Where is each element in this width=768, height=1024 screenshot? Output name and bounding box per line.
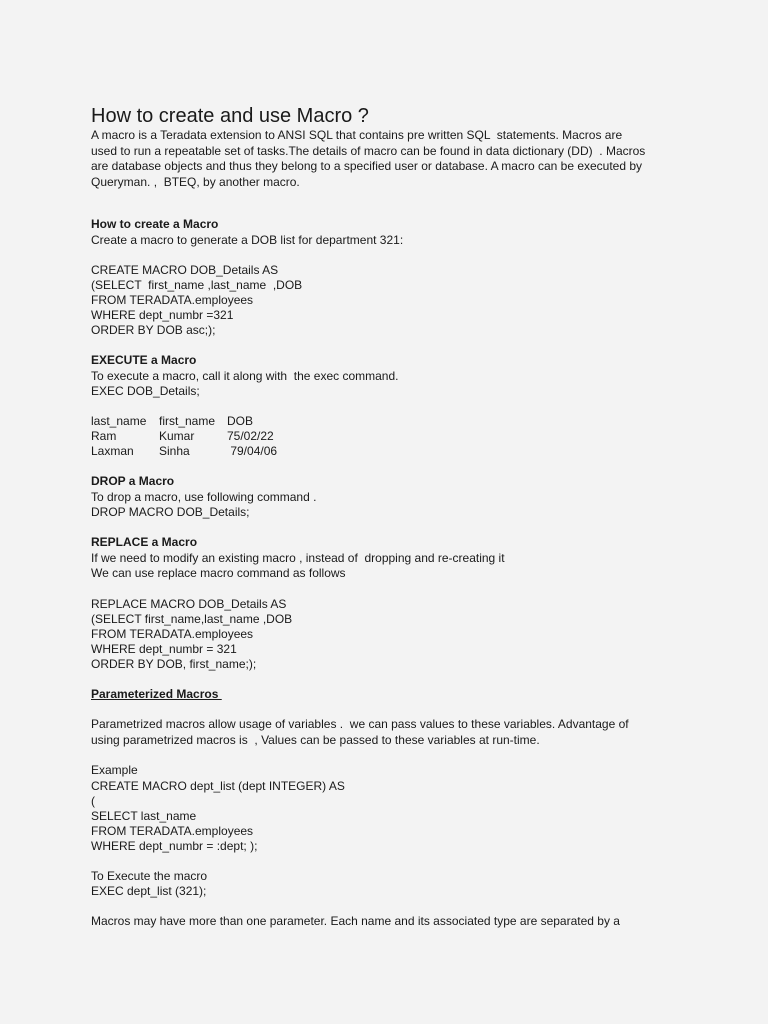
code-line: REPLACE MACRO DOB_Details AS <box>91 596 287 611</box>
intro-line: used to run a repeatable set of tasks.The details of macro can be found in data dictionary (DD) . Macros <box>91 143 646 158</box>
table-header-row <box>91 414 671 429</box>
table-cell: 75/02/22 <box>227 429 274 443</box>
section-heading: DROP a Macro <box>91 474 175 488</box>
example-label: Example <box>91 763 138 777</box>
code-line: ( <box>91 793 95 808</box>
column-header: first_name <box>159 414 216 428</box>
spacer <box>91 702 671 717</box>
section-description: using parametrized macros is , Values can be passed to these variables at run-time. <box>91 732 540 747</box>
code-block <box>91 779 671 854</box>
page-title: How to create and use Macro ? <box>91 105 369 127</box>
column-header: last_name <box>91 414 147 428</box>
intro-line: are database objects and thus they belong to a specified user or database. A macro can be executed by <box>91 159 643 173</box>
code-line: EXEC dept_list (321); <box>91 884 207 898</box>
spacer <box>91 459 671 474</box>
code-line: ORDER BY DOB, first_name;); <box>91 656 257 671</box>
code-line: SELECT last_name <box>91 808 197 823</box>
table-cell: Ram <box>91 429 117 443</box>
table-cell: Sinha <box>159 444 190 458</box>
table-cell: 79/04/06 <box>227 444 278 458</box>
spacer <box>91 899 671 914</box>
code-line: (SELECT first_name,last_name ,DOB <box>91 611 293 626</box>
section-description: To drop a macro, use following command . <box>91 489 317 504</box>
table-row <box>91 444 671 459</box>
section-heading: How to create a Macro <box>91 217 219 231</box>
spacer <box>91 338 671 353</box>
intro-line: Queryman. , BTEQ, by another macro. <box>91 174 300 189</box>
spacer <box>91 854 671 869</box>
code-block <box>91 597 671 672</box>
section-description: If we need to modify an existing macro , instead of dropping and re-creating it <box>91 550 505 565</box>
code-line: EXEC DOB_Details; <box>91 384 200 398</box>
closing-paragraph: Macros may have more than one parameter. Each name and its associated type are separated by a <box>91 914 620 928</box>
code-block <box>91 263 671 338</box>
spacer <box>91 399 671 414</box>
code-line: FROM TERADATA.employees <box>91 823 254 838</box>
section-heading: Parameterized Macros <box>91 686 222 701</box>
drop-macro-section <box>91 474 671 520</box>
execute-macro-section <box>91 353 671 459</box>
create-macro-section <box>91 217 671 338</box>
result-table <box>91 414 671 459</box>
intro-paragraph <box>91 128 671 190</box>
replace-macro-section <box>91 535 671 672</box>
table-cell: Laxman <box>91 444 134 458</box>
document-content <box>91 104 671 930</box>
spacer <box>91 248 671 263</box>
code-line: FROM TERADATA.employees <box>91 626 254 641</box>
code-line: DROP MACRO DOB_Details; <box>91 505 250 519</box>
code-line: FROM TERADATA.employees <box>91 293 254 307</box>
code-line: ORDER BY DOB asc;); <box>91 323 216 337</box>
code-line: WHERE dept_numbr = 321 <box>91 641 237 656</box>
spacer <box>91 190 671 217</box>
code-line: (SELECT first_name ,last_name ,DOB <box>91 278 303 292</box>
code-line: WHERE dept_numbr = :dept; ); <box>91 838 258 853</box>
spacer <box>91 520 671 535</box>
code-line: WHERE dept_numbr =321 <box>91 308 234 322</box>
section-heading: EXECUTE a Macro <box>91 353 197 367</box>
code-line: CREATE MACRO DOB_Details AS <box>91 263 279 277</box>
spacer <box>91 672 671 687</box>
execute-label: To Execute the macro <box>91 868 208 883</box>
section-description: We can use replace macro command as follows <box>91 566 346 580</box>
section-description: Parametrized macros allow usage of variables . we can pass values to these variables. Advantage of <box>91 717 629 731</box>
parameterized-macros-section <box>91 687 671 930</box>
spacer <box>91 582 671 597</box>
code-line: CREATE MACRO dept_list (dept INTEGER) AS <box>91 778 345 793</box>
table-row <box>91 429 671 444</box>
table-cell: Kumar <box>159 429 195 443</box>
section-description: To execute a macro, call it along with the exec command. <box>91 368 399 383</box>
section-description: Create a macro to generate a DOB list for department 321: <box>91 232 404 247</box>
section-heading: REPLACE a Macro <box>91 535 198 549</box>
column-header: DOB <box>227 414 254 428</box>
spacer <box>91 748 671 763</box>
intro-line: A macro is a Teradata extension to ANSI SQL that contains pre written SQL statements. Macros are <box>91 128 623 142</box>
